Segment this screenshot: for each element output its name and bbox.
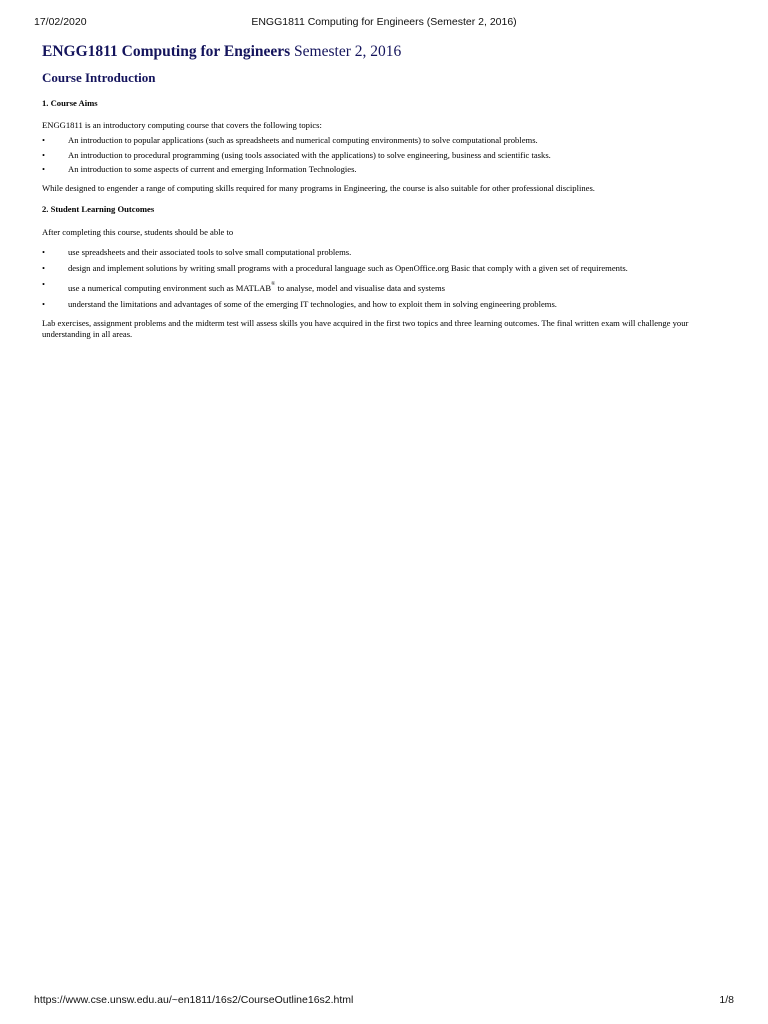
bullet-icon: •	[42, 246, 46, 257]
list-item: • design and implement solutions by writing small programs with a procedural language such as OpenOffice.org Basic that comply with a given set of requirements.	[42, 260, 732, 276]
aims-intro: ENGG1811 is an introductory computing course that covers the following topics:	[42, 120, 322, 130]
document-body	[42, 42, 732, 340]
heading-course-aims: 1. Course Aims	[42, 98, 98, 108]
outcomes-list	[42, 244, 732, 312]
bullet-icon: •	[42, 262, 46, 273]
list-item: • An introduction to some aspects of current and emerging Information Technologies.	[42, 162, 732, 177]
section-title-introduction: Course Introduction	[42, 70, 156, 85]
registered-mark: ®	[271, 280, 276, 287]
bullet-icon: •	[42, 278, 46, 289]
list-item: • use a numerical computing environment such as MATLAB® to analyse, model and visualise data and systems	[42, 276, 732, 296]
aims-list	[42, 133, 732, 177]
course-title-code: ENGG1811 Computing for Engineers	[42, 43, 291, 60]
print-date: 17/02/2020	[34, 16, 87, 28]
list-item: • use spreadsheets and their associated tools to solve small computational problems.	[42, 244, 732, 260]
course-title	[42, 42, 732, 62]
list-item: • An introduction to procedural programming (using tools associated with the applications) to solve engineering, business and scientific tasks.	[42, 148, 732, 163]
course-title-semester: Semester 2, 2016	[290, 43, 402, 60]
print-footer	[34, 994, 734, 1008]
bullet-icon: •	[42, 298, 46, 309]
aims-closing: While designed to engender a range of computing skills required for many programs in Engineering, the course is also suitable for other professional disciplines.	[42, 182, 595, 193]
bullet-icon: •	[42, 135, 46, 145]
page-number: 1/8	[719, 994, 734, 1006]
list-item: • understand the limitations and advantages of some of the emerging IT technologies, and how to exploit them in solving engineering problems.	[42, 296, 732, 312]
print-page-title: ENGG1811 Computing for Engineers (Semester 2, 2016)	[251, 16, 517, 28]
heading-learning-outcomes: 2. Student Learning Outcomes	[42, 203, 155, 214]
outcomes-closing: Lab exercises, assignment problems and the midterm test will assess skills you have acquired in the first two topics and three learning outcomes. The final written exam will challenge your understanding in all areas.	[42, 317, 689, 339]
page-url: https://www.cse.unsw.edu.au/~en1811/16s2/CourseOutline16s2.html	[34, 994, 354, 1006]
bullet-icon: •	[42, 149, 46, 160]
list-item: • An introduction to popular applications (such as spreadsheets and numerical computing environments) to solve computational problems.	[42, 133, 732, 148]
print-header	[34, 16, 734, 30]
bullet-icon: •	[42, 164, 46, 174]
outcomes-intro: After completing this course, students should be able to	[42, 226, 234, 237]
